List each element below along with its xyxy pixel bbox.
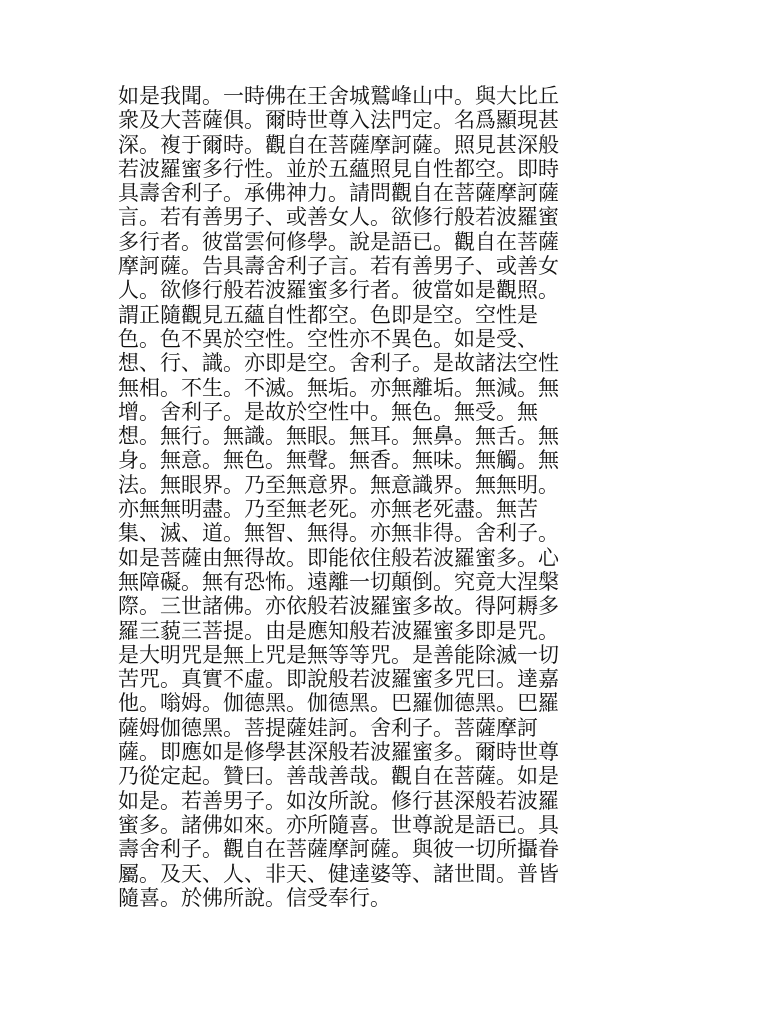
text-line: 如是菩薩由無得故。即能依住般若波羅蜜多。心 bbox=[118, 545, 559, 570]
text-line: 如是。若善男子。如汝所說。修行甚深般若波羅 bbox=[118, 788, 559, 813]
text-line: 集、滅、道。無智、無得。亦無非得。舍利子。 bbox=[118, 521, 559, 546]
text-line: 謂正隨觀見五蘊自性都空。色即是空。空性是 bbox=[118, 302, 538, 327]
text-line: 人。欲修行般若波羅蜜多行者。彼當如是觀照。 bbox=[118, 278, 559, 303]
text-line: 言。若有善男子、或善女人。欲修行般若波羅蜜 bbox=[118, 205, 559, 230]
text-line: 蜜多。諸佛如來。亦所隨喜。世尊說是語已。具 bbox=[118, 812, 559, 837]
text-line: 身。無意。無色。無聲。無香。無味。無觸。無 bbox=[118, 448, 559, 473]
text-line: 無障礙。無有恐怖。遠離一切顛倒。究竟大涅槃 bbox=[118, 569, 559, 594]
sutra-text-block bbox=[118, 84, 638, 910]
text-line: 羅三藐三菩提。由是應知般若波羅蜜多即是咒。 bbox=[118, 618, 559, 643]
text-line: 深。複于爾時。觀自在菩薩摩訶薩。照見甚深般 bbox=[118, 132, 559, 157]
text-line: 想、行、識。亦即是空。舍利子。是故諸法空性 bbox=[118, 351, 559, 376]
text-line: 亦無無明盡。乃至無老死。亦無老死盡。無苦 bbox=[118, 497, 538, 522]
text-line: 是大明咒是無上咒是無等等咒。是善能除滅一切 bbox=[118, 642, 559, 667]
text-line: 多行者。彼當雲何修學。說是語已。觀自在菩薩 bbox=[118, 229, 559, 254]
text-line: 薩。即應如是修學甚深般若波羅蜜多。爾時世尊 bbox=[118, 740, 559, 765]
text-line: 壽舍利子。觀自在菩薩摩訶薩。與彼一切所攝眷 bbox=[118, 837, 559, 862]
text-line: 具壽舍利子。承佛神力。請問觀自在菩薩摩訶薩 bbox=[118, 181, 559, 206]
text-line: 想。無行。無識。無眼。無耳。無鼻。無舌。無 bbox=[118, 424, 559, 449]
text-line: 增。舍利子。是故於空性中。無色。無受。無 bbox=[118, 399, 538, 424]
text-line: 他。嗡姆。伽德黑。伽德黑。巴羅伽德黑。巴羅 bbox=[118, 691, 559, 716]
text-line: 法。無眼界。乃至無意界。無意識界。無無明。 bbox=[118, 472, 559, 497]
text-line: 薩姆伽德黑。菩提薩娃訶。舍利子。菩薩摩訶 bbox=[118, 715, 538, 740]
text-line: 乃從定起。贊曰。善哉善哉。觀自在菩薩。如是 bbox=[118, 764, 559, 789]
text-line: 無相。不生。不滅。無垢。亦無離垢。無減。無 bbox=[118, 375, 559, 400]
text-line: 衆及大菩薩俱。爾時世尊入法門定。名爲顯現甚 bbox=[118, 108, 559, 133]
text-line: 苦咒。真實不虛。即說般若波羅蜜多咒曰。達嘉 bbox=[118, 667, 559, 692]
text-line: 屬。及天、人、非天、健達婆等、諸世間。普皆 bbox=[118, 861, 559, 886]
text-line: 色。色不異於空性。空性亦不異色。如是受、 bbox=[118, 326, 538, 351]
text-line: 如是我聞。一時佛在王舍城鷲峰山中。與大比丘 bbox=[118, 84, 559, 108]
text-line: 摩訶薩。告具壽舍利子言。若有善男子、或善女 bbox=[118, 254, 559, 279]
text-line: 隨喜。於佛所說。信受奉行。 bbox=[118, 885, 391, 910]
text-line: 際。三世諸佛。亦依般若波羅蜜多故。得阿耨多 bbox=[118, 594, 559, 619]
text-line: 若波羅蜜多行性。並於五蘊照見自性都空。即時 bbox=[118, 156, 559, 181]
